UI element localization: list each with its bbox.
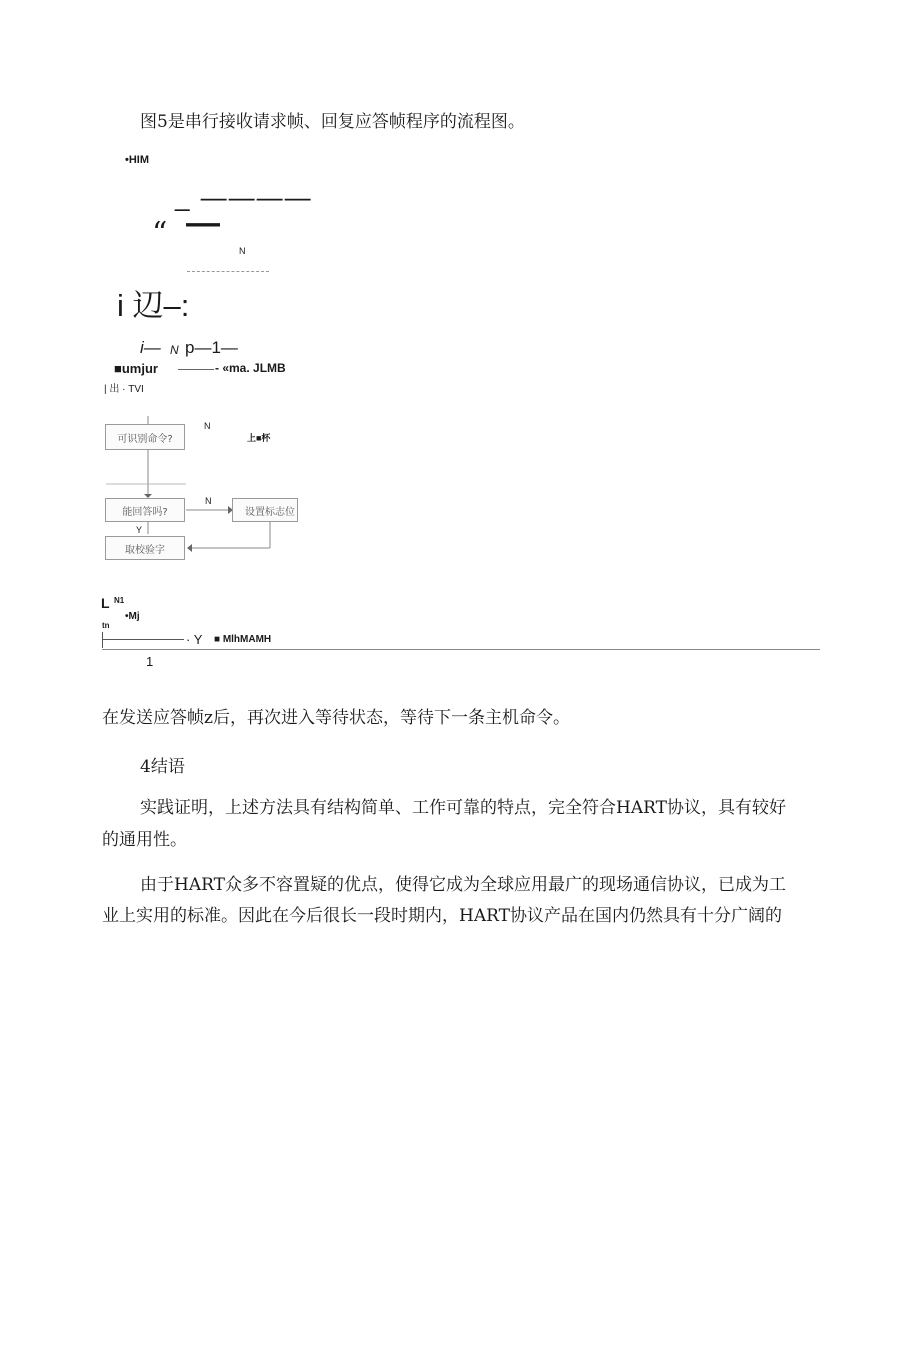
figure-tn: tn: [102, 621, 110, 630]
flow-box-can-answer: 能回答吗?: [105, 498, 185, 522]
figure-quote: “: [152, 216, 168, 251]
flow-label-n3: N: [204, 421, 211, 431]
flow-label-n4: N: [205, 496, 212, 506]
figure-vert-tick: [102, 632, 103, 648]
figure-n1: N: [239, 246, 246, 256]
paragraph-1: 在发送应答帧z后，再次进入等待状态，等待下一条主机命令。: [102, 708, 570, 728]
figure-rule: [102, 649, 820, 650]
figure-bigdash: —: [186, 204, 220, 242]
figure-arrow-line: [178, 369, 214, 370]
flow-box-set-flag: 设置标志位: [232, 498, 298, 522]
flow-box-recognize: 可识别命令?: [105, 424, 185, 450]
figure-chu: | 出 · TVI: [104, 384, 144, 395]
figure-dashes: _ ————: [175, 182, 313, 212]
paragraph-2-line-1: 实践证明，上述方法具有结构简单、工作可靠的特点，完全符合HART协议，具有较好: [140, 798, 786, 818]
section-heading: 4结语: [140, 757, 185, 777]
figure-umjur: ■umjur: [114, 361, 158, 376]
figure-p1: p—1—: [185, 338, 238, 357]
flow-box-checksum: 取校验字: [105, 536, 185, 560]
paragraph-2-line-2: 的通用性。: [102, 830, 187, 850]
flow-label-shang: 上■杯: [247, 433, 271, 443]
figure-big-text: i 辺–:: [117, 288, 190, 323]
figure-n2: N: [170, 343, 179, 357]
figure-i: i—: [140, 338, 161, 357]
figure-dashed-line: [187, 271, 269, 272]
figure-L: L: [101, 595, 110, 611]
figure-n1-sup: N1: [114, 596, 125, 605]
intro-text: 图5是串行接收请求帧、回复应答帧程序的流程图。: [140, 112, 525, 132]
figure-mj: •Mj: [125, 611, 140, 622]
figure-label-him: •HIM: [125, 154, 150, 166]
paragraph-3-line-1: 由于HART众多不容置疑的优点，使得它成为全球应用最广的现场通信协议，已成为工: [140, 875, 786, 895]
figure-short-line: [102, 639, 184, 640]
figure-ma: - «ma. JLMB: [215, 361, 286, 375]
flow-label-y: Y: [136, 525, 143, 535]
figure-one: 1: [146, 654, 154, 669]
figure-mlh: ■ MlhMAMH: [214, 634, 272, 645]
paragraph-3-line-2: 业上实用的标准。因此在今后很长一段时期内，HART协议产品在国内仍然具有十分广阔的: [102, 906, 782, 926]
figure-y2: · Y: [186, 632, 203, 647]
